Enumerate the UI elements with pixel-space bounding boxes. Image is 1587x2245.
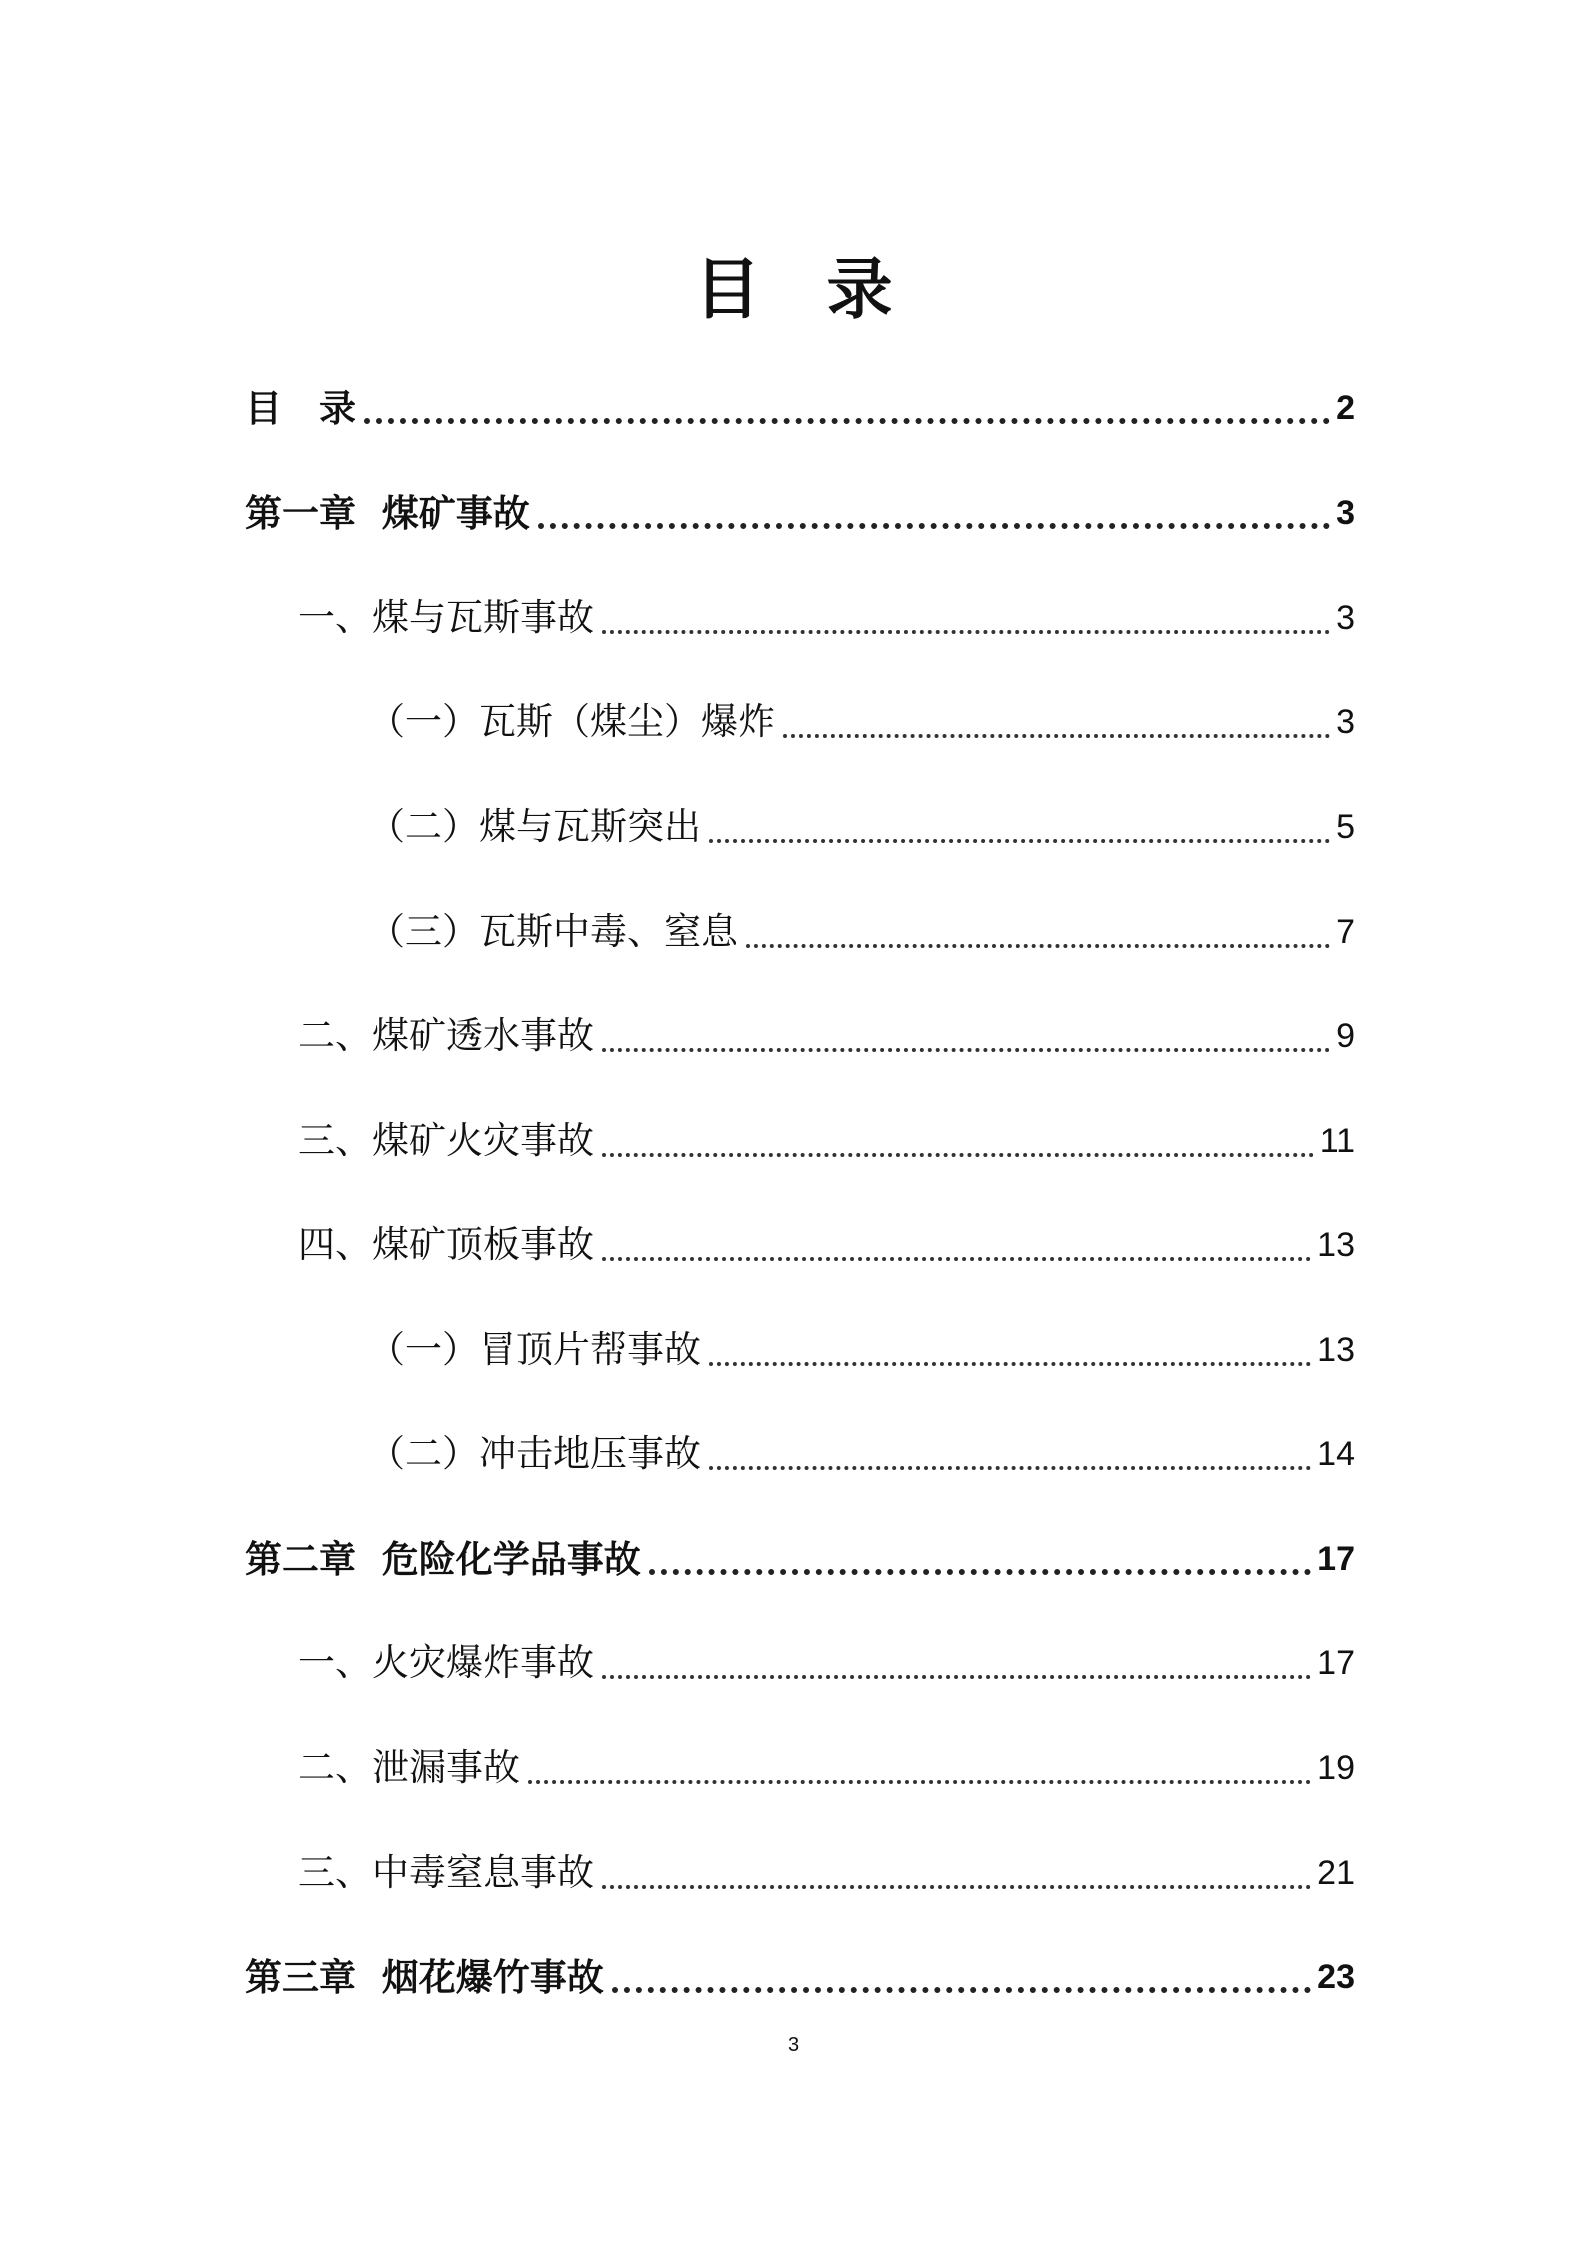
toc-entry-page: 9: [1336, 1017, 1355, 1055]
toc-entry-section[interactable]: [298, 1843, 1355, 1903]
dot-leader: [602, 1153, 1314, 1157]
dot-leader: [538, 523, 1330, 529]
toc-entry-section[interactable]: [298, 588, 1355, 648]
page-title: 目 录: [694, 250, 893, 329]
toc-entry-page: 17: [1317, 1540, 1355, 1578]
toc-entry-subsection[interactable]: [368, 797, 1355, 857]
toc-entry-label: 四、煤矿顶板事故: [298, 1223, 594, 1266]
toc-entry-label: 目 录: [245, 386, 356, 430]
toc-entry-label: （一）瓦斯（煤尘）爆炸: [368, 700, 775, 743]
dot-leader: [746, 944, 1330, 948]
toc-entry-contents[interactable]: [245, 378, 1355, 438]
page-footer-number: 3: [787, 2034, 800, 2056]
toc-entry-chapter-2[interactable]: [245, 1529, 1355, 1589]
toc-entry-label: 三、煤矿火灾事故: [298, 1119, 594, 1162]
toc-entry-label: 第三章 烟花爆竹事故: [245, 1955, 604, 1999]
toc-entry-label: （二）煤与瓦斯突出: [368, 805, 701, 848]
toc-entry-subsection[interactable]: [368, 1424, 1355, 1484]
toc-entry-label: （三）瓦斯中毒、窒息: [368, 910, 738, 953]
toc-entry-page: 13: [1317, 1226, 1355, 1264]
dot-leader: [783, 734, 1330, 738]
toc-entry-section[interactable]: [298, 1006, 1355, 1066]
toc-entry-page: 3: [1336, 494, 1355, 532]
dot-leader: [528, 1780, 1311, 1784]
toc-entry-section[interactable]: [298, 1738, 1355, 1798]
toc-entry-page: 7: [1336, 913, 1355, 951]
toc-entry-section[interactable]: [298, 1111, 1355, 1171]
toc-entry-page: 11: [1319, 1122, 1355, 1160]
toc-entry-page: 2: [1336, 389, 1355, 427]
toc-entry-section[interactable]: [298, 1215, 1355, 1275]
toc-entry-label: 二、煤矿透水事故: [298, 1014, 594, 1057]
toc-entry-page: 14: [1317, 1435, 1355, 1473]
dot-leader: [602, 1048, 1330, 1052]
toc-entry-page: 23: [1317, 1958, 1355, 1996]
dot-leader: [709, 1466, 1311, 1470]
toc-entry-label: （二）冲击地压事故: [368, 1432, 701, 1475]
toc-entry-chapter-3[interactable]: [245, 1947, 1355, 2007]
toc-entry-label: 三、中毒窒息事故: [298, 1851, 594, 1894]
toc-entry-page: 3: [1336, 703, 1355, 741]
dot-leader: [649, 1569, 1311, 1575]
toc-entry-page: 21: [1317, 1854, 1355, 1892]
toc-entry-label: 一、煤与瓦斯事故: [298, 596, 594, 639]
dot-leader: [612, 1987, 1311, 1993]
toc-entry-label: 一、火灾爆炸事故: [298, 1641, 594, 1684]
dot-leader: [709, 839, 1330, 843]
toc-entry-label: 第一章 煤矿事故: [245, 491, 530, 535]
toc-entry-page: 19: [1317, 1749, 1355, 1787]
dot-leader: [602, 630, 1330, 634]
toc-entry-page: 3: [1336, 599, 1355, 637]
toc-entry-page: 17: [1317, 1644, 1355, 1682]
dot-leader: [709, 1362, 1311, 1366]
toc-entry-subsection[interactable]: [368, 902, 1355, 962]
toc-entry-label: （一）冒顶片帮事故: [368, 1328, 701, 1371]
toc-entry-subsection[interactable]: [368, 1320, 1355, 1380]
toc-entry-subsection[interactable]: [368, 692, 1355, 752]
dot-leader: [364, 418, 1330, 424]
toc-entry-section[interactable]: [298, 1633, 1355, 1693]
dot-leader: [602, 1885, 1311, 1889]
dot-leader: [602, 1675, 1311, 1679]
toc-entry-page: 5: [1336, 808, 1355, 846]
toc-entry-chapter-1[interactable]: [245, 483, 1355, 543]
toc-entry-label: 二、泄漏事故: [298, 1746, 520, 1789]
dot-leader: [602, 1257, 1311, 1261]
toc-entry-page: 13: [1317, 1331, 1355, 1369]
toc-entry-label: 第二章 危险化学品事故: [245, 1537, 641, 1581]
